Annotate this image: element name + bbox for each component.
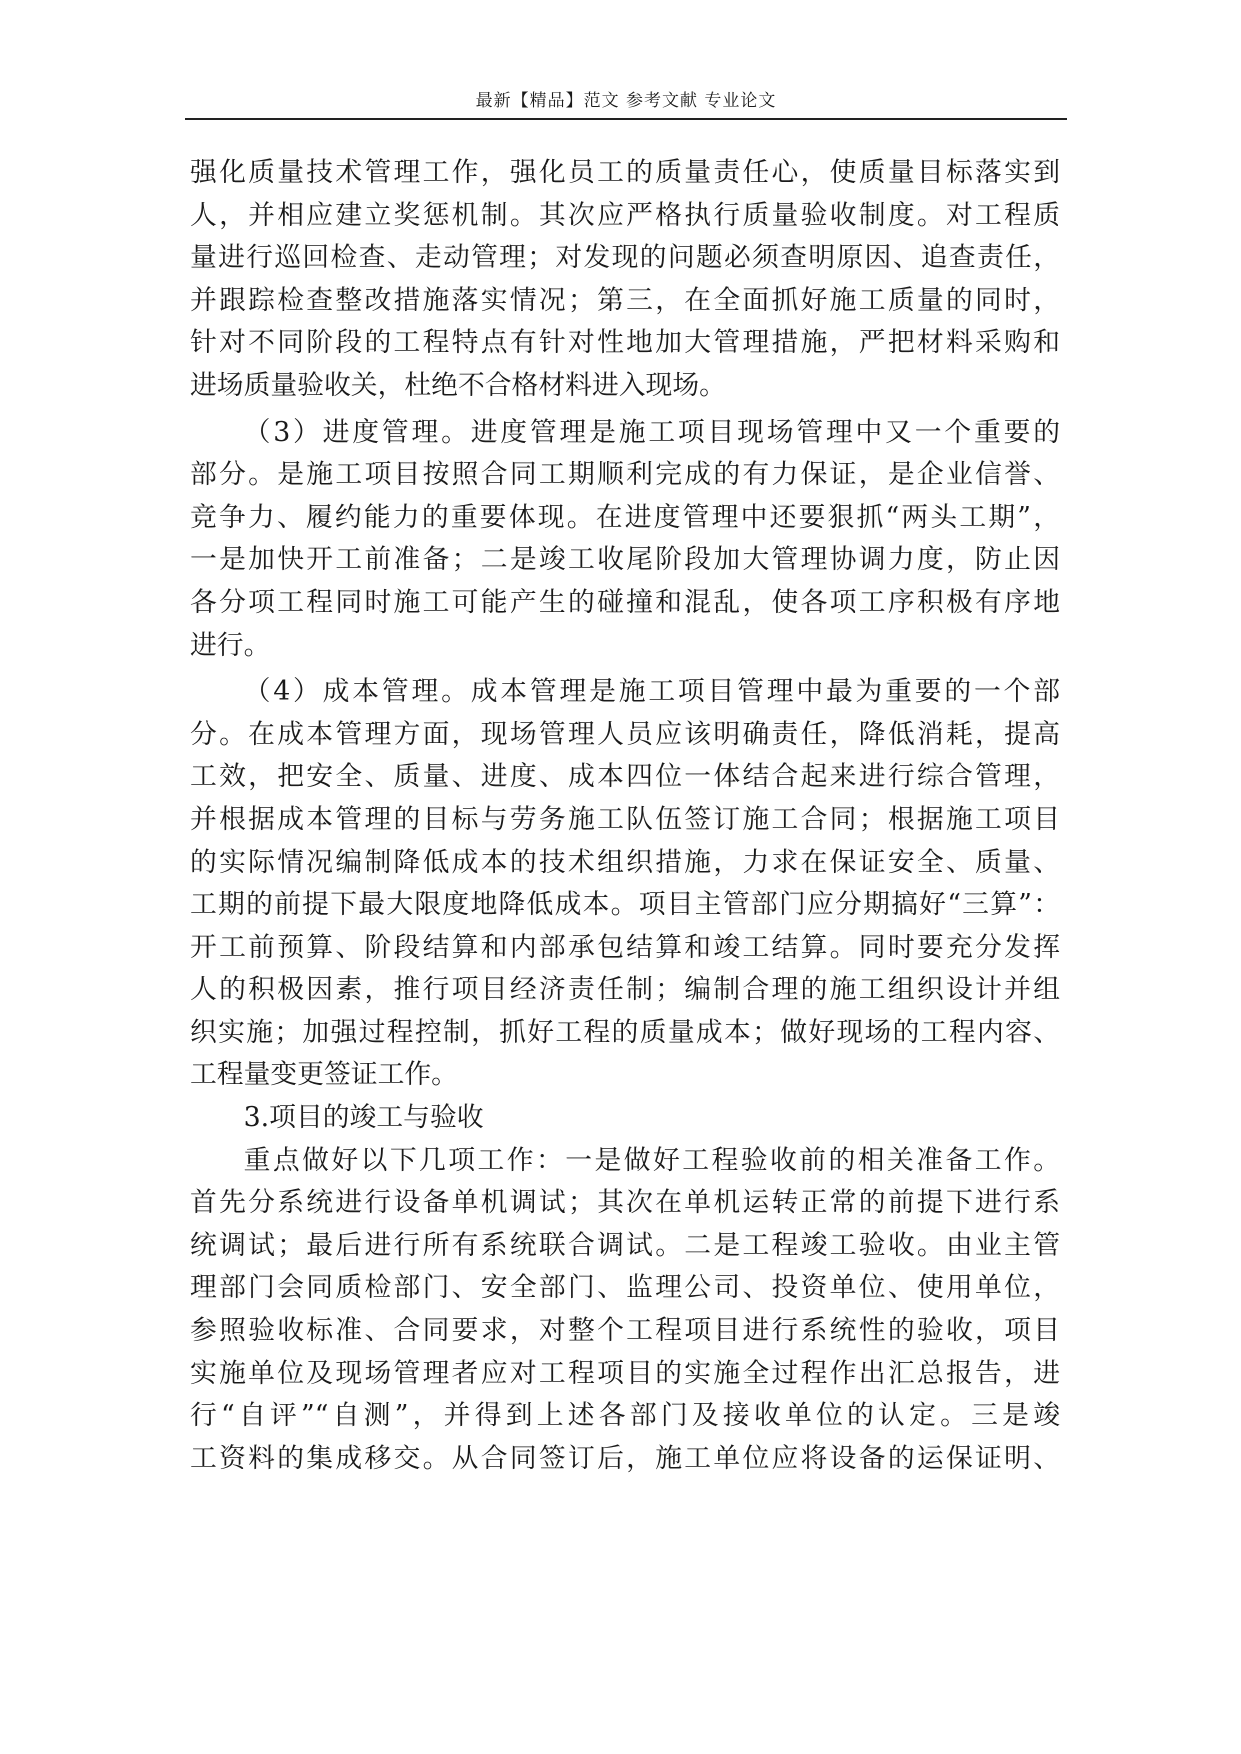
text-line: 实施单位及现场管理者应对工程项目的实施全过程作出汇总报告，进 xyxy=(190,1357,1060,1389)
text-line: 工程量变更签证工作。 xyxy=(190,1059,458,1091)
text-line: （4）成本管理。成本管理是施工项目管理中最为重要的一个部 xyxy=(243,676,1060,708)
text-line: 工资料的集成移交。从合同签订后，施工单位应将设备的运保证明、 xyxy=(190,1442,1060,1474)
paragraph-completion-acceptance xyxy=(190,1140,1060,1481)
section-heading-text: 3.项目的竣工与验收 xyxy=(243,1102,484,1134)
paragraph-quality-continued xyxy=(190,152,1060,408)
paragraph-cost-management xyxy=(190,671,1060,1097)
text-line: 人，并相应建立奖惩机制。其次应严格执行质量验收制度。对工程质 xyxy=(190,199,1060,231)
text-line: 各分项工程同时施工可能产生的碰撞和混乱，使各项工序积极有序地 xyxy=(190,586,1060,618)
text-line: 参照验收标准、合同要求，对整个工程项目进行系统性的验收，项目 xyxy=(190,1315,1060,1347)
text-line: 量进行巡回检查、走动管理；对发现的问题必须查明原因、追查责任， xyxy=(190,242,1060,274)
text-line: 部分。是施工项目按照合同工期顺利完成的有力保证，是企业信誉、 xyxy=(190,459,1060,491)
text-line: 人的积极因素，推行项目经济责任制；编制合理的施工组织设计并组 xyxy=(190,974,1060,1006)
text-line: 首先分系统进行设备单机调试；其次在单机运转正常的前提下进行系 xyxy=(190,1187,1060,1219)
text-line: 重点做好以下几项工作：一是做好工程验收前的相关准备工作。 xyxy=(243,1144,1060,1176)
page-header: 最新【精品】范文 参考文献 专业论文 xyxy=(185,84,1067,120)
text-line: 竞争力、履约能力的重要体现。在进度管理中还要狠抓“两头工期”， xyxy=(190,501,1060,533)
text-line: 工效，把安全、质量、进度、成本四位一体结合起来进行综合管理， xyxy=(190,761,1060,793)
text-line: 织实施；加强过程控制，抓好工程的质量成本；做好现场的工程内容、 xyxy=(190,1016,1060,1048)
text-line: 理部门会同质检部门、安全部门、监理公司、投资单位、使用单位， xyxy=(190,1272,1060,1304)
paragraph-schedule-management xyxy=(190,412,1060,668)
text-line: 开工前预算、阶段结算和内部承包结算和竣工结算。同时要充分发挥 xyxy=(190,931,1060,963)
document-body xyxy=(190,152,1060,1480)
text-line: 一是加快开工前准备；二是竣工收尾阶段加大管理协调力度，防止因 xyxy=(190,544,1060,576)
text-line: 进行。 xyxy=(190,629,271,661)
text-line: 针对不同阶段的工程特点有针对性地加大管理措施，严把材料采购和 xyxy=(190,327,1060,359)
text-line: 工期的前提下最大限度地降低成本。项目主管部门应分期搞好“三算”： xyxy=(190,889,1060,921)
text-line: 分。在成本管理方面，现场管理人员应该明确责任，降低消耗，提高 xyxy=(190,718,1060,750)
section-heading xyxy=(190,1097,1060,1140)
text-line: 行“自评”“自测”，并得到上述各部门及接收单位的认定。三是竣 xyxy=(190,1400,1060,1432)
text-line: 进场质量验收关，杜绝不合格材料进入现场。 xyxy=(190,369,726,401)
text-line: 的实际情况编制降低成本的技术组织措施，力求在保证安全、质量、 xyxy=(190,846,1060,878)
text-line: 并跟踪检查整改措施落实情况；第三，在全面抓好施工质量的同时， xyxy=(190,284,1060,316)
text-line: 统调试；最后进行所有系统联合调试。二是工程竣工验收。由业主管 xyxy=(190,1229,1060,1261)
text-line: （3）进度管理。进度管理是施工项目现场管理中又一个重要的 xyxy=(243,416,1060,448)
text-line: 强化质量技术管理工作，强化员工的质量责任心，使质量目标落实到 xyxy=(190,157,1060,188)
text-line: 并根据成本管理的目标与劳务施工队伍签订施工合同；根据施工项目 xyxy=(190,803,1060,835)
